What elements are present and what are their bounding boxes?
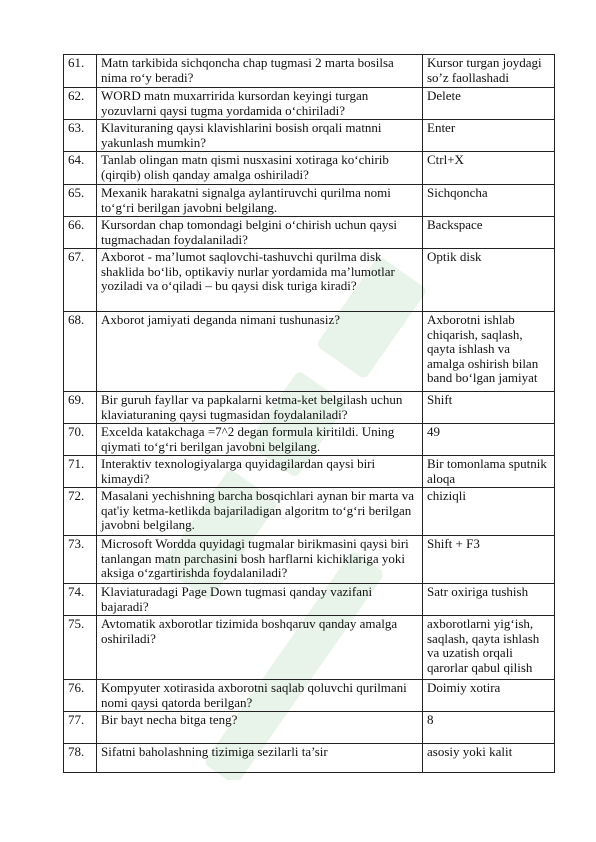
row-number: 77. (64, 712, 97, 744)
table-row (64, 120, 555, 152)
row-number: 62. (64, 88, 97, 120)
table-row (64, 152, 555, 185)
table-row (64, 185, 555, 217)
answer-text: Backspace (423, 217, 555, 249)
row-number: 70. (64, 424, 97, 456)
question-text: Excelda katakchaga =7^2 degan formula kiritildi. Uning qiymati to‘g‘ri berilgan javobni belgilang. (97, 424, 423, 456)
question-text: Interaktiv texnologiyalarga quyidagilardan qaysi biri kimaydi? (97, 456, 423, 488)
table-row (64, 712, 555, 744)
question-text: Matn tarkibida sichqoncha chap tugmasi 2 marta bosilsa nima ro‘y beradi? (97, 55, 423, 88)
table-row (64, 55, 555, 88)
row-number: 67. (64, 249, 97, 312)
question-text: Kursordan chap tomondagi belgini o‘chirish uchun qaysi tugmachadan foydalaniladi? (97, 217, 423, 249)
row-number: 61. (64, 55, 97, 88)
question-text: Microsoft Wordda quyidagi tugmalar birikmasini qaysi biri tanlangan matn parchasini bosh harflarni kichiklariga yoki aksiga o‘zgartirishda foydalaniladi? (97, 536, 423, 584)
question-text: Avtomatik axborotlar tizimida boshqaruv qanday amalga oshiriladi? (97, 616, 423, 680)
answer-text: axborotlarni yig‘ish, saqlash, qayta ishlash va uzatish orqali qarorlar qabul qilish (423, 616, 555, 680)
answer-text: Delete (423, 88, 555, 120)
row-number: 76. (64, 680, 97, 712)
answer-text: Shift (423, 392, 555, 424)
answer-text: Doimiy xotira (423, 680, 555, 712)
row-number: 68. (64, 312, 97, 392)
answer-text: Shift + F3 (423, 536, 555, 584)
question-text: Masalani yechishning barcha bosqichlari aynan bir marta va qat'iy ketma-ketlikda bajariladigan algoritm to‘g‘ri berilgan javobni belgilang. (97, 488, 423, 536)
table-row (64, 249, 555, 312)
row-number: 78. (64, 744, 97, 773)
table-row (64, 616, 555, 680)
question-text: WORD matn muxarririda kursordan keyingi turgan yozuvlarni qaysi tugma yordamida o‘chiriladi? (97, 88, 423, 120)
answer-text: Ctrl+X (423, 152, 555, 185)
answer-text: Sichqoncha (423, 185, 555, 217)
answer-text: chiziqli (423, 488, 555, 536)
table-row (64, 456, 555, 488)
row-number: 65. (64, 185, 97, 217)
table-row (64, 744, 555, 773)
table-row (64, 680, 555, 712)
question-text: Axborot jamiyati deganda nimani tushunasiz? (97, 312, 423, 392)
question-text: Mexanik harakatni signalga aylantiruvchi qurilma nomi to‘g‘ri berilgan javobni belgilang. (97, 185, 423, 217)
question-text: Tanlab olingan matn qismi nusxasini xotiraga ko‘chirib (qirqib) olish qanday amalga oshiriladi? (97, 152, 423, 185)
table-row (64, 217, 555, 249)
question-text: Sifatni baholashning tizimiga sezilarli ta’sir (97, 744, 423, 773)
question-text: Klaviturаning qaysi klavishlarini bosish orqali matnni yakunlash mumkin? (97, 120, 423, 152)
answer-text: Enter (423, 120, 555, 152)
table-row (64, 536, 555, 584)
row-number: 72. (64, 488, 97, 536)
row-number: 63. (64, 120, 97, 152)
row-number: 69. (64, 392, 97, 424)
table-row (64, 424, 555, 456)
table-row (64, 392, 555, 424)
row-number: 64. (64, 152, 97, 185)
table-body (64, 55, 555, 773)
answer-text: Optik disk (423, 249, 555, 312)
question-text: Bir bayt necha bitga teng? (97, 712, 423, 744)
answer-text: Satr oxiriga tushish (423, 584, 555, 616)
row-number: 74. (64, 584, 97, 616)
table-row (64, 488, 555, 536)
row-number: 71. (64, 456, 97, 488)
table-row (64, 88, 555, 120)
answer-text: asosiy yoki kalit (423, 744, 555, 773)
answer-text: Axborotni ishlab chiqarish, saqlash, qayta ishlash va amalga oshirish bilan band bo‘lgan jamiyat (423, 312, 555, 392)
row-number: 75. (64, 616, 97, 680)
answer-text: 49 (423, 424, 555, 456)
question-text: Bir guruh fayllar va papkalarni ketma-ket belgilash uchun klaviaturaning qaysi tugmasidan foydalaniladi? (97, 392, 423, 424)
row-number: 73. (64, 536, 97, 584)
table-row (64, 584, 555, 616)
question-text: Klaviaturadagi Page Down tugmasi qanday vazifani bajaradi? (97, 584, 423, 616)
question-text: Axborot - ma’lumot saqlovchi-tashuvchi qurilma disk shaklida bo‘lib, optikaviy nurlar yordamida ma’lumotlar yoziladi va o‘qiladi – bu qaysi disk turiga kiradi? (97, 249, 423, 312)
answer-text: Bir tomonlama sputnik aloqa (423, 456, 555, 488)
questions-table (63, 54, 555, 773)
question-text: Kompyuter xotirasida axborotni saqlab qoluvchi qurilmani nomi qaysi qatorda berilgan? (97, 680, 423, 712)
row-number: 66. (64, 217, 97, 249)
answer-text: Kursor turgan joydagi so’z faollashadi (423, 55, 555, 88)
answer-text: 8 (423, 712, 555, 744)
table-row (64, 312, 555, 392)
